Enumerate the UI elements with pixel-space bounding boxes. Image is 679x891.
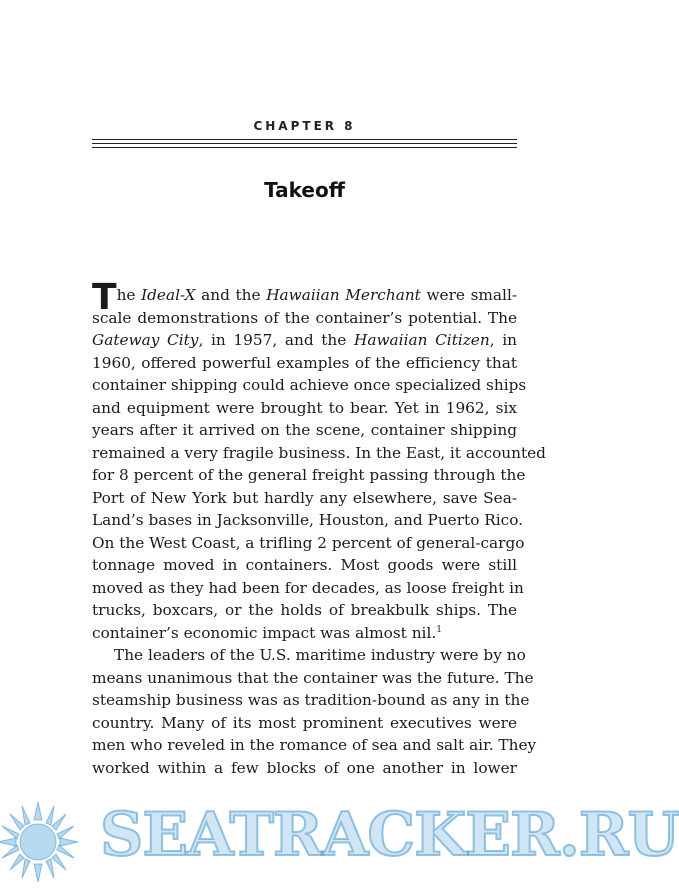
- text-line: remained a very fragile business. In the East, it accounted: [92, 443, 546, 462]
- paragraph-1: [92, 277, 546, 644]
- text-line: Port of New York but hardly any elsewhere, save Sea-: [92, 488, 517, 507]
- text-line: On the West Coast, a trifling 2 percent of general-cargo: [92, 533, 525, 552]
- text-line: country. Many of its most prominent executives were: [92, 713, 517, 732]
- text-line: scale demonstrations of the container’s potential. The: [92, 308, 517, 327]
- header-rule-top: [92, 139, 517, 140]
- text-run: , in 1957, and the: [198, 331, 354, 349]
- text-line: men who reveled in the romance of sea and salt air. They: [92, 736, 537, 754]
- text-run: , in: [489, 331, 517, 349]
- text-line: means unanimous that the container was the future. The: [92, 668, 534, 687]
- text-line: for 8 percent of the general freight passing through the: [92, 466, 526, 484]
- ship-name: Hawaiian Citizen: [354, 331, 490, 349]
- text-line: [92, 329, 517, 352]
- text-line: moved as they had been for decades, as loose freight in: [92, 578, 524, 597]
- header-rule-middle: [92, 143, 517, 144]
- text-line: container shipping could achieve once specialized ships: [92, 376, 527, 394]
- ship-name: Ideal-X: [141, 286, 196, 304]
- footnote-marker[interactable]: 1: [436, 624, 442, 635]
- ship-name: Gateway City: [92, 331, 199, 349]
- header-rule-bottom: [92, 147, 517, 148]
- text-line: [92, 622, 517, 645]
- chapter-label: CHAPTER 8: [253, 119, 356, 133]
- text-run: were small-: [420, 286, 518, 304]
- text-line: The leaders of the U.S. maritime industry were by no: [114, 646, 526, 664]
- body-text: [92, 277, 546, 779]
- text-line: steamship business was as tradition-bound as any in the: [92, 691, 530, 709]
- text-line: 1960, offered powerful examples of the efficiency that: [92, 353, 517, 372]
- ship-name: Hawaiian Merchant: [266, 286, 421, 304]
- text-line: and equipment were brought to bear. Yet in 1962, six: [92, 398, 517, 417]
- text-run: he: [116, 286, 142, 304]
- text-line: tonnage moved in containers. Most goods were still: [92, 556, 517, 574]
- chapter-title: Takeoff: [264, 178, 345, 202]
- paragraph-2: [92, 644, 537, 779]
- text-run: container’s economic impact was almost nil.: [92, 623, 437, 642]
- text-line: years after it arrived on the scene, container shipping: [92, 421, 517, 439]
- text-line: Land’s bases in Jacksonville, Houston, and Puerto Rico.: [92, 511, 524, 529]
- text-line: trucks, boxcars, or the holds of breakbulk ships. The: [92, 601, 517, 619]
- text-line: worked within a few blocks of one another in lower: [92, 758, 517, 777]
- drop-cap: T: [92, 277, 117, 318]
- text-run: and the: [195, 286, 267, 304]
- watermark-text: SEATRACKER.RU: [100, 800, 679, 870]
